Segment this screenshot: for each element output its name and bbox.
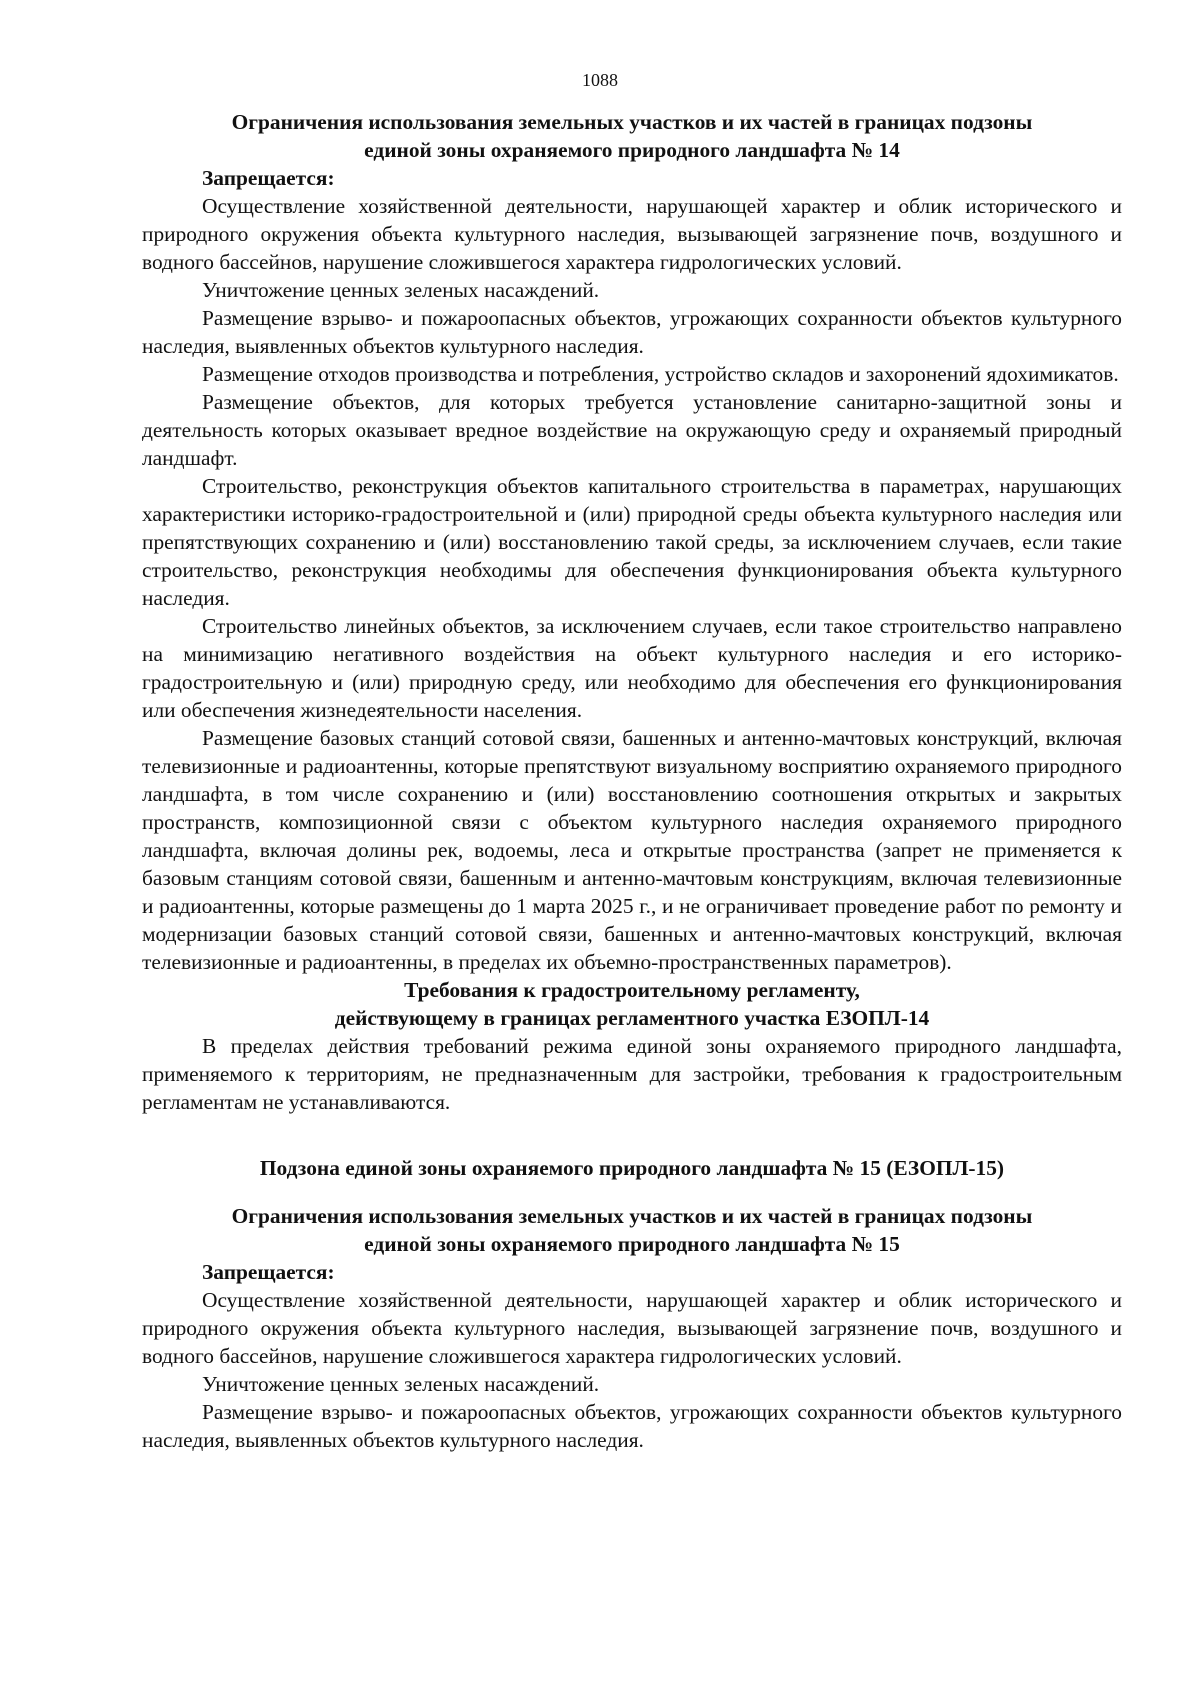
paragraph: Размещение отходов производства и потребления, устройство складов и захоронений ядохимикатов. bbox=[202, 362, 1119, 386]
heading-line: Требования к градостроительному регламенту, bbox=[404, 978, 860, 1002]
heading-line: единой зоны охраняемого природного ландшафта № 14 bbox=[364, 138, 900, 162]
section-heading-restrictions-15 bbox=[142, 1202, 1122, 1258]
paragraph: Уничтожение ценных зеленых насаждений. bbox=[202, 1372, 600, 1396]
section-heading-regulations-14 bbox=[142, 976, 1122, 1032]
heading-line: Ограничения использования земельных участков и их частей в границах подзоны bbox=[231, 1204, 1033, 1228]
subzone-15-title: Подзона единой зоны охраняемого природного ландшафта № 15 (ЕЗОПЛ-15) bbox=[259, 1156, 1005, 1180]
heading-line: Ограничения использования земельных участков и их частей в границах подзоны bbox=[231, 110, 1033, 134]
paragraph: Размещение объектов, для которых требуется установление санитарно-защитной зоны и деятельность которых оказывает вредное воздействие на окружающую среду и охраняемый природный ландшафт. bbox=[142, 390, 1122, 470]
page-number: 1088 bbox=[582, 70, 618, 90]
paragraph: Строительство, реконструкция объектов капитального строительства в параметрах, нарушающих характеристики историко-градостроительной и (или) природной среды объекта культурного наследия или препятствующих сохранению и (или) восстановлению такой среды, за исключением случаев, если такие строительство, реконструкция необходимы для обеспечения функционирования объекта культурного наследия. bbox=[142, 474, 1122, 610]
paragraph: В пределах действия требований режима единой зоны охраняемого природного ландшафта, применяемого к территориям, не предназначенным для застройки, требования к градостроительным регламентам не устанавливаются. bbox=[142, 1034, 1122, 1114]
paragraph: Уничтожение ценных зеленых насаждений. bbox=[202, 278, 600, 302]
paragraph: Размещение взрыво- и пожароопасных объектов, угрожающих сохранности объектов культурного наследия, выявленных объектов культурного наследия. bbox=[142, 306, 1122, 358]
paragraph: Размещение взрыво- и пожароопасных объектов, угрожающих сохранности объектов культурного наследия, выявленных объектов культурного наследия. bbox=[142, 1400, 1122, 1452]
prohibited-label: Запрещается: bbox=[202, 1260, 335, 1284]
paragraph: Осуществление хозяйственной деятельности, нарушающей характер и облик исторического и природного окружения объекта культурного наследия, вызывающей загрязнение почв, воздушного и водного бассейнов, нарушение сложившегося характера гидрологических условий. bbox=[142, 1288, 1122, 1368]
heading-line: действующему в границах регламентного участка ЕЗОПЛ-14 bbox=[334, 1006, 930, 1030]
prohibited-label: Запрещается: bbox=[202, 166, 335, 190]
document-body bbox=[142, 108, 1122, 1454]
section-heading-restrictions-14 bbox=[142, 108, 1122, 164]
paragraph: Строительство линейных объектов, за исключением случаев, если такое строительство направлено на минимизацию негативного воздействия на объект культурного наследия и его историко-градостроительную и (или) природную среду, или необходимо для обеспечения его функционирования или обеспечения жизнедеятельности населения. bbox=[142, 614, 1122, 722]
paragraph: Осуществление хозяйственной деятельности, нарушающей характер и облик исторического и природного окружения объекта культурного наследия, вызывающей загрязнение почв, воздушного и водного бассейнов, нарушение сложившегося характера гидрологических условий. bbox=[142, 194, 1122, 274]
heading-line: единой зоны охраняемого природного ландшафта № 15 bbox=[364, 1232, 900, 1256]
paragraph: Размещение базовых станций сотовой связи, башенных и антенно-мачтовых конструкций, включая телевизионные и радиоантенны, которые препятствуют визуальному восприятию охраняемого природного ландшафта, в том числе сохранению и (или) восстановлению соотношения открытых и закрытых пространств, композиционной связи с объектом культурного наследия охраняемого природного ландшафта, включая долины рек, водоемы, леса и открытые пространства (запрет не применяется к базовым станциям сотовой связи, башенным и антенно-мачтовым конструкциям, включая телевизионные и радиоантенны, которые размещены до 1 марта 2025 г., и не ограничивает проведение работ по ремонту и модернизации базовых станций сотовой связи, башенных и антенно-мачтовых конструкций, включая телевизионные и радиоантенны, в пределах их объемно-пространственных параметров). bbox=[142, 726, 1122, 974]
